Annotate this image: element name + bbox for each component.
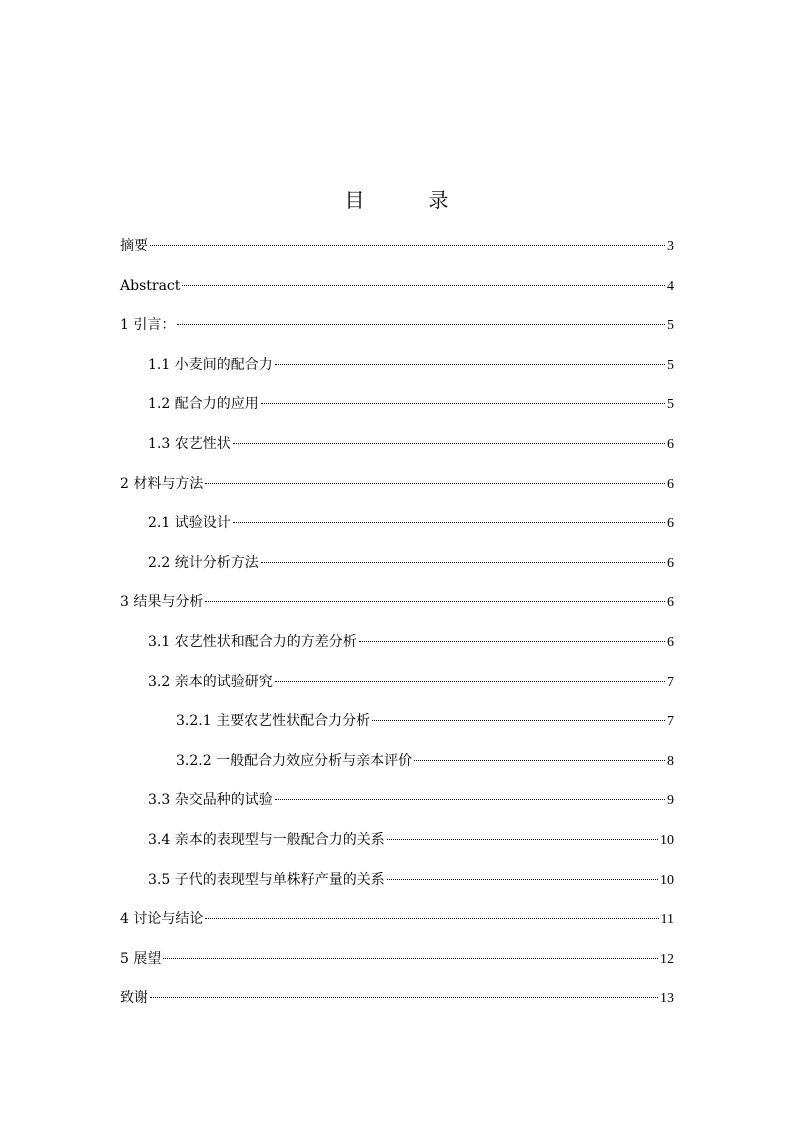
toc-entry-page: 10 bbox=[660, 872, 674, 888]
toc-entry-page: 5 bbox=[667, 397, 674, 413]
toc-leader-dots bbox=[387, 879, 658, 880]
toc-leader-dots bbox=[233, 443, 665, 444]
toc-title: 目 录 bbox=[344, 188, 471, 212]
toc-entry-1-1[interactable] bbox=[120, 351, 674, 391]
toc-entry-label: 5 展望 bbox=[120, 950, 162, 967]
toc-leader-dots bbox=[275, 364, 665, 365]
toc-leader-dots bbox=[261, 562, 665, 563]
table-of-contents bbox=[120, 232, 674, 1024]
toc-entry-label: 3.4 亲本的表现型与一般配合力的关系 bbox=[148, 831, 385, 848]
toc-entry-label: 3.5 子代的表现型与单株籽产量的关系 bbox=[148, 871, 385, 888]
toc-entry-3-4[interactable] bbox=[120, 826, 674, 866]
toc-entry-page: 7 bbox=[667, 674, 674, 690]
toc-entry-2-2[interactable] bbox=[120, 549, 674, 589]
toc-entry-2-1[interactable] bbox=[120, 509, 674, 549]
toc-entry-page: 10 bbox=[660, 832, 674, 848]
toc-entry-acknowledgements[interactable] bbox=[120, 984, 674, 1024]
toc-entry-label: 3.2.1 主要农艺性状配合力分析 bbox=[176, 713, 371, 730]
toc-entry-3[interactable] bbox=[120, 588, 674, 628]
toc-leader-dots bbox=[275, 681, 665, 682]
toc-entry-3-5[interactable] bbox=[120, 866, 674, 906]
toc-entry-abstract-en[interactable] bbox=[120, 272, 674, 312]
toc-entry-4[interactable] bbox=[120, 905, 674, 945]
toc-entry-label: 1 引言： bbox=[120, 317, 176, 334]
toc-leader-dots bbox=[205, 601, 665, 602]
toc-entry-label: 3.2 亲本的试验研究 bbox=[148, 673, 273, 690]
toc-entry-label: 2.2 统计分析方法 bbox=[148, 554, 259, 571]
toc-leader-dots bbox=[205, 918, 658, 919]
toc-entry-page: 5 bbox=[667, 357, 674, 373]
toc-leader-dots bbox=[150, 997, 658, 998]
toc-entry-5[interactable] bbox=[120, 945, 674, 985]
toc-entry-3-1[interactable] bbox=[120, 628, 674, 668]
toc-leader-dots bbox=[182, 285, 665, 286]
toc-entry-label: 1.3 农艺性状 bbox=[148, 435, 231, 452]
toc-entry-page: 6 bbox=[667, 555, 674, 571]
toc-entry-label: Abstract bbox=[120, 277, 181, 294]
toc-leader-dots bbox=[233, 522, 665, 523]
toc-entry-page: 3 bbox=[667, 239, 674, 254]
toc-leader-dots bbox=[275, 799, 665, 800]
toc-leader-dots bbox=[387, 839, 658, 840]
toc-leader-dots bbox=[177, 324, 665, 325]
toc-entry-label: 3.2.2 一般配合力效应分析与亲本评价 bbox=[176, 752, 413, 769]
toc-leader-dots bbox=[359, 641, 665, 642]
toc-entry-label: 3 结果与分析 bbox=[120, 594, 204, 611]
toc-entry-page: 8 bbox=[667, 753, 674, 769]
toc-entry-page: 13 bbox=[660, 991, 674, 1007]
toc-entry-label: 致谢 bbox=[120, 990, 148, 1007]
toc-entry-page: 12 bbox=[660, 951, 674, 967]
toc-entry-3-2-2[interactable] bbox=[120, 747, 674, 787]
toc-entry-page: 6 bbox=[667, 595, 674, 611]
toc-entry-label: 摘要 bbox=[120, 238, 148, 254]
toc-entry-3-2-1[interactable] bbox=[120, 707, 674, 747]
toc-entry-page: 11 bbox=[660, 912, 674, 928]
toc-entry-page: 5 bbox=[667, 318, 674, 334]
toc-entry-label: 2.1 试验设计 bbox=[148, 515, 231, 532]
toc-leader-dots bbox=[150, 245, 665, 246]
toc-entry-label: 1.2 配合力的应用 bbox=[148, 396, 259, 413]
toc-entry-page: 7 bbox=[667, 714, 674, 730]
toc-leader-dots bbox=[261, 403, 665, 404]
toc-entry-abstract-cn[interactable] bbox=[120, 232, 674, 272]
toc-entry-3-3[interactable] bbox=[120, 786, 674, 826]
toc-leader-dots bbox=[414, 760, 665, 761]
toc-entry-1[interactable] bbox=[120, 311, 674, 351]
toc-entry-2[interactable] bbox=[120, 470, 674, 510]
toc-entry-label: 3.3 杂交品种的试验 bbox=[148, 792, 273, 809]
toc-entry-3-2[interactable] bbox=[120, 668, 674, 708]
toc-entry-label: 4 讨论与结论 bbox=[120, 911, 204, 928]
toc-entry-page: 6 bbox=[667, 516, 674, 532]
toc-leader-dots bbox=[372, 720, 665, 721]
toc-entry-page: 9 bbox=[667, 793, 674, 809]
toc-entry-page: 6 bbox=[667, 634, 674, 650]
toc-entry-label: 2 材料与方法 bbox=[120, 475, 204, 492]
toc-leader-dots bbox=[205, 483, 665, 484]
toc-entry-label: 1.1 小麦间的配合力 bbox=[148, 356, 273, 373]
toc-entry-page: 4 bbox=[667, 278, 674, 294]
toc-entry-page: 6 bbox=[667, 476, 674, 492]
toc-entry-page: 6 bbox=[667, 436, 674, 452]
toc-entry-1-2[interactable] bbox=[120, 390, 674, 430]
toc-leader-dots bbox=[163, 958, 658, 959]
toc-entry-label: 3.1 农艺性状和配合力的方差分析 bbox=[148, 633, 357, 650]
toc-entry-1-3[interactable] bbox=[120, 430, 674, 470]
